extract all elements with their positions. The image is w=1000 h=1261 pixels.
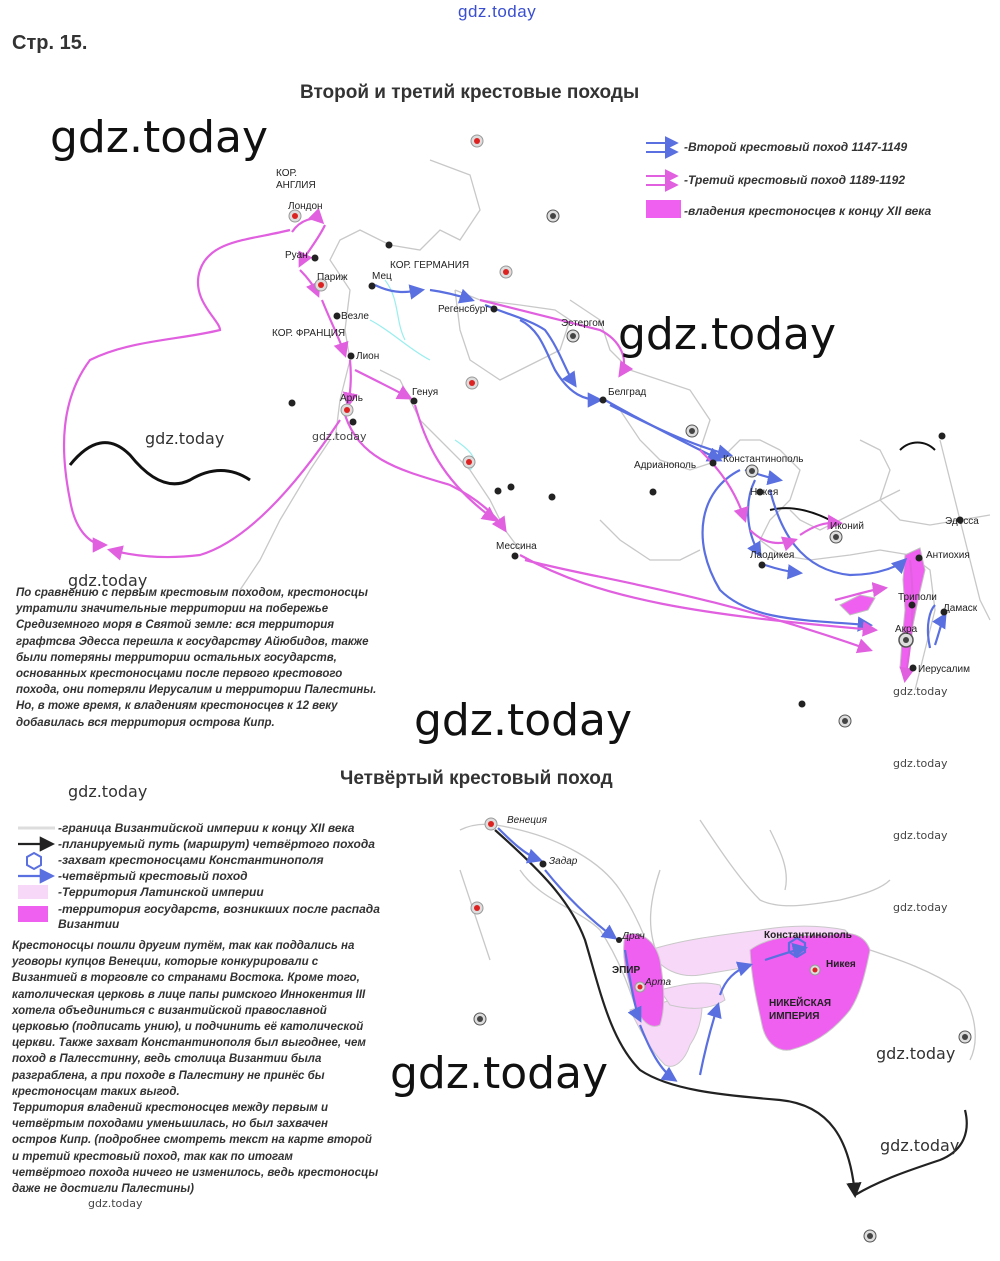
map2-text-line: Византией в торговле со странами Востока. Кроме того, [12, 972, 360, 985]
city-dot-veneciya [485, 818, 497, 830]
label-lion: Лион [356, 351, 380, 362]
label-arta: Арта [645, 977, 672, 988]
map2-text-line: даже не достигли Палестины) [12, 1183, 194, 1196]
legend-swatch-third [646, 176, 676, 185]
label-kor-anglia-1: КОР. [276, 168, 298, 179]
label-konstantinopol-2: Константинополь [764, 930, 852, 941]
city-dot-antiohiya [916, 555, 923, 562]
label-messina: Мессина [496, 541, 537, 552]
legend2-fourth-crusade: -четвёртый крестовый поход [58, 869, 248, 883]
label-mec: Мец [372, 271, 392, 282]
label-zadar: Задар [549, 856, 578, 867]
label-genuya: Генуя [412, 387, 439, 398]
map1-text-line: Средиземного моря в Святой земле: вся территория [16, 619, 335, 632]
legend2-successor-states: -территория государств, возникших после распада [58, 902, 380, 916]
map2-text-line: четвёртым походами уменьшилась, но был захвачен [12, 1118, 328, 1131]
label-laodikeya: Лаодикея [750, 550, 795, 561]
city-dot-ruan [312, 255, 319, 262]
watermark: gdz.today [50, 112, 269, 163]
city-dot-adrianopol [710, 460, 717, 467]
map1-text-line: По сравнению с первым крестовым походом, крестоносцы [16, 587, 368, 599]
legend2-planned-route: -планируемый путь (маршрут) четвёртого похода [58, 837, 375, 851]
map2-city-dots [471, 818, 971, 1242]
map1-city-dots [289, 135, 964, 727]
other-city-dots [289, 135, 946, 727]
city-dot-regensburg [491, 306, 498, 313]
city-dot-zadar [540, 861, 547, 868]
map2-explanation [12, 938, 378, 1197]
map2-text-line: крестоносцам таких выгод. [12, 1085, 180, 1098]
legend2-swatch-latin [18, 885, 48, 899]
watermark: gdz.today [312, 430, 367, 443]
map2-text-line: католическая церковь в лице папы римского Иннокентия III [12, 988, 366, 1001]
map2-title: Четвёртый крестовый поход [340, 768, 613, 789]
map1-text-line: основанных крестоносцами после первого крестового [16, 668, 343, 681]
city-dot-konstantinopol [746, 465, 758, 477]
map1-text-line: похода, они потеряли Иерусалим и территории Палестины. [16, 684, 377, 697]
label-edessa: Эдесса [945, 516, 979, 527]
map2-legend-swatches [18, 828, 55, 922]
map2-text-line: поход в Палесстинну, ведь столица Византии была [12, 1053, 322, 1066]
watermark: gdz.today [893, 901, 948, 914]
map2-text-line: Территория владений крестоносцев между первым и [12, 1102, 328, 1115]
city-dot-arta [635, 982, 645, 992]
label-konstantinopol: Константинополь [723, 454, 804, 465]
watermark: gdz.today [893, 757, 948, 770]
legend-swatch-states [646, 200, 681, 218]
watermark: gdz.today [880, 1136, 960, 1155]
city-dot-belgrad [600, 397, 607, 404]
label-nikeya: Никея [750, 487, 779, 498]
legend2-latin-empire: -Территория Латинской империи [58, 885, 264, 899]
label-belgrad: Белград [608, 387, 647, 398]
legend2-successor-states-2: Византии [58, 917, 120, 931]
label-london: Лондон [288, 201, 323, 212]
legend-crusader-states: -владения крестоносцев к концу XII века [684, 204, 932, 218]
map2-text-line: хотела объединиться с византийской православной [12, 1004, 327, 1017]
label-kor-germania: КОР. ГЕРМАНИЯ [390, 260, 470, 271]
map1-legend-swatches [646, 143, 681, 218]
label-tripoli: Триполи [898, 592, 937, 603]
map2-text-line: четвёртого похода ничего не изменилось, ведь крестоносцы [12, 1166, 379, 1179]
legend-third-crusade: -Третий крестовый поход 1189-1192 [684, 173, 906, 187]
watermark: gdz.today [145, 429, 225, 448]
legend-swatch-second [646, 143, 676, 152]
map2-text-line: Крестоносцы пошли другим путём, так как поддались на [12, 940, 355, 952]
watermark: gdz.today [414, 695, 633, 746]
map1-text-line: были потеряны территории остальных государств, [16, 651, 337, 664]
label-ruan: Руан [285, 250, 308, 261]
city-dot-genuya [411, 398, 418, 405]
watermark: gdz.today [618, 309, 837, 360]
legend-second-crusade: -Второй крестовый поход 1147-1149 [684, 140, 908, 154]
label-veneciya: Венеция [507, 815, 547, 826]
legend2-swatch-successor [18, 906, 48, 922]
watermark: gdz.today [68, 782, 148, 801]
city-dot-ierusalim [910, 665, 917, 672]
watermark: gdz.today [88, 1197, 143, 1210]
map1-black-border [70, 443, 250, 484]
map1-explanation [16, 585, 376, 731]
label-adrianopol: Адрианополь [634, 460, 697, 471]
label-damask: Дамаск [943, 603, 978, 614]
top-watermark: gdz.today [458, 2, 537, 21]
map2-text-line: церкви. Также захват Константинополя был выгоднее, чем [12, 1037, 366, 1050]
city-dot-ikoniy [830, 531, 842, 543]
watermark: gdz.today [893, 685, 948, 698]
city-dot-laodikeya [759, 562, 766, 569]
page-number: Стр. 15. [12, 32, 88, 54]
label-parizh: Париж [317, 272, 348, 283]
city-dot-arl [341, 404, 353, 416]
map1-text-line: добавилась вся территория острова Кипр. [16, 716, 275, 729]
city-dot-akra [899, 633, 913, 647]
label-nikeya-2: Никея [826, 959, 856, 970]
label-regensburg: Регенсбург [438, 304, 489, 315]
map2-text-line: остров Кипр. (подробнее смотреть текст на карте второй [12, 1134, 372, 1147]
watermark: gdz.today [68, 571, 148, 590]
watermark: gdz.today [390, 1048, 609, 1099]
legend2-border: -граница Византийской империи к концу XII века [58, 821, 355, 835]
legend2-capture: -захват крестоносцами Константинополя [58, 853, 324, 867]
label-nikeyskaya-2: ИМПЕРИЯ [769, 1011, 820, 1022]
map1-text-line: утратили значительные территории на побережье [16, 603, 329, 616]
label-drach: Драч [622, 931, 645, 942]
label-akra: Акра [895, 624, 918, 635]
label-kor-anglia-2: АНГЛИЯ [276, 180, 316, 191]
label-kor-francia: КОР. ФРАНЦИЯ [272, 328, 346, 339]
map2-text-line: уговоры купцов Венеции, которые конкурировали с [12, 956, 319, 969]
map2-text-line: церковью (подписать унию), и подчинить её католической [12, 1021, 364, 1034]
label-vezle: Везле [341, 311, 369, 322]
label-estergom: Эстергом [561, 318, 605, 329]
map1-title: Второй и третий крестовые походы [300, 82, 640, 103]
city-dot-nikeya-2 [810, 965, 820, 975]
label-nikeyskaya-1: НИКЕЙСКАЯ [769, 998, 832, 1009]
city-dot-estergom [567, 330, 579, 342]
city-dot-mec [369, 283, 376, 290]
label-antiohiya: Антиохия [926, 550, 970, 561]
label-epir: ЭПИР [612, 965, 641, 976]
map2-text-line: разграблена, а при походе в Палестину не принёс бы [12, 1069, 325, 1082]
city-dot-lion [348, 353, 355, 360]
label-ierusalim: Иерусалим [918, 664, 970, 675]
map1-text-line: Но, в тоже время, к владениям крестоносцев к 12 веку [16, 700, 338, 713]
map2-text-line: и третий крестовый поход, так как по итогам [12, 1150, 293, 1163]
label-ikoniy: Иконий [830, 521, 864, 532]
map1-text-line: графтсва Эдесса перешла к государству Айюбидов, также [16, 635, 369, 648]
city-dot-messina [512, 553, 519, 560]
watermark: gdz.today [893, 829, 948, 842]
city-dot-vezle [334, 313, 341, 320]
legend2-swatch-capture [27, 853, 41, 869]
watermark: gdz.today [876, 1044, 956, 1063]
label-arl: Арль [340, 393, 363, 404]
